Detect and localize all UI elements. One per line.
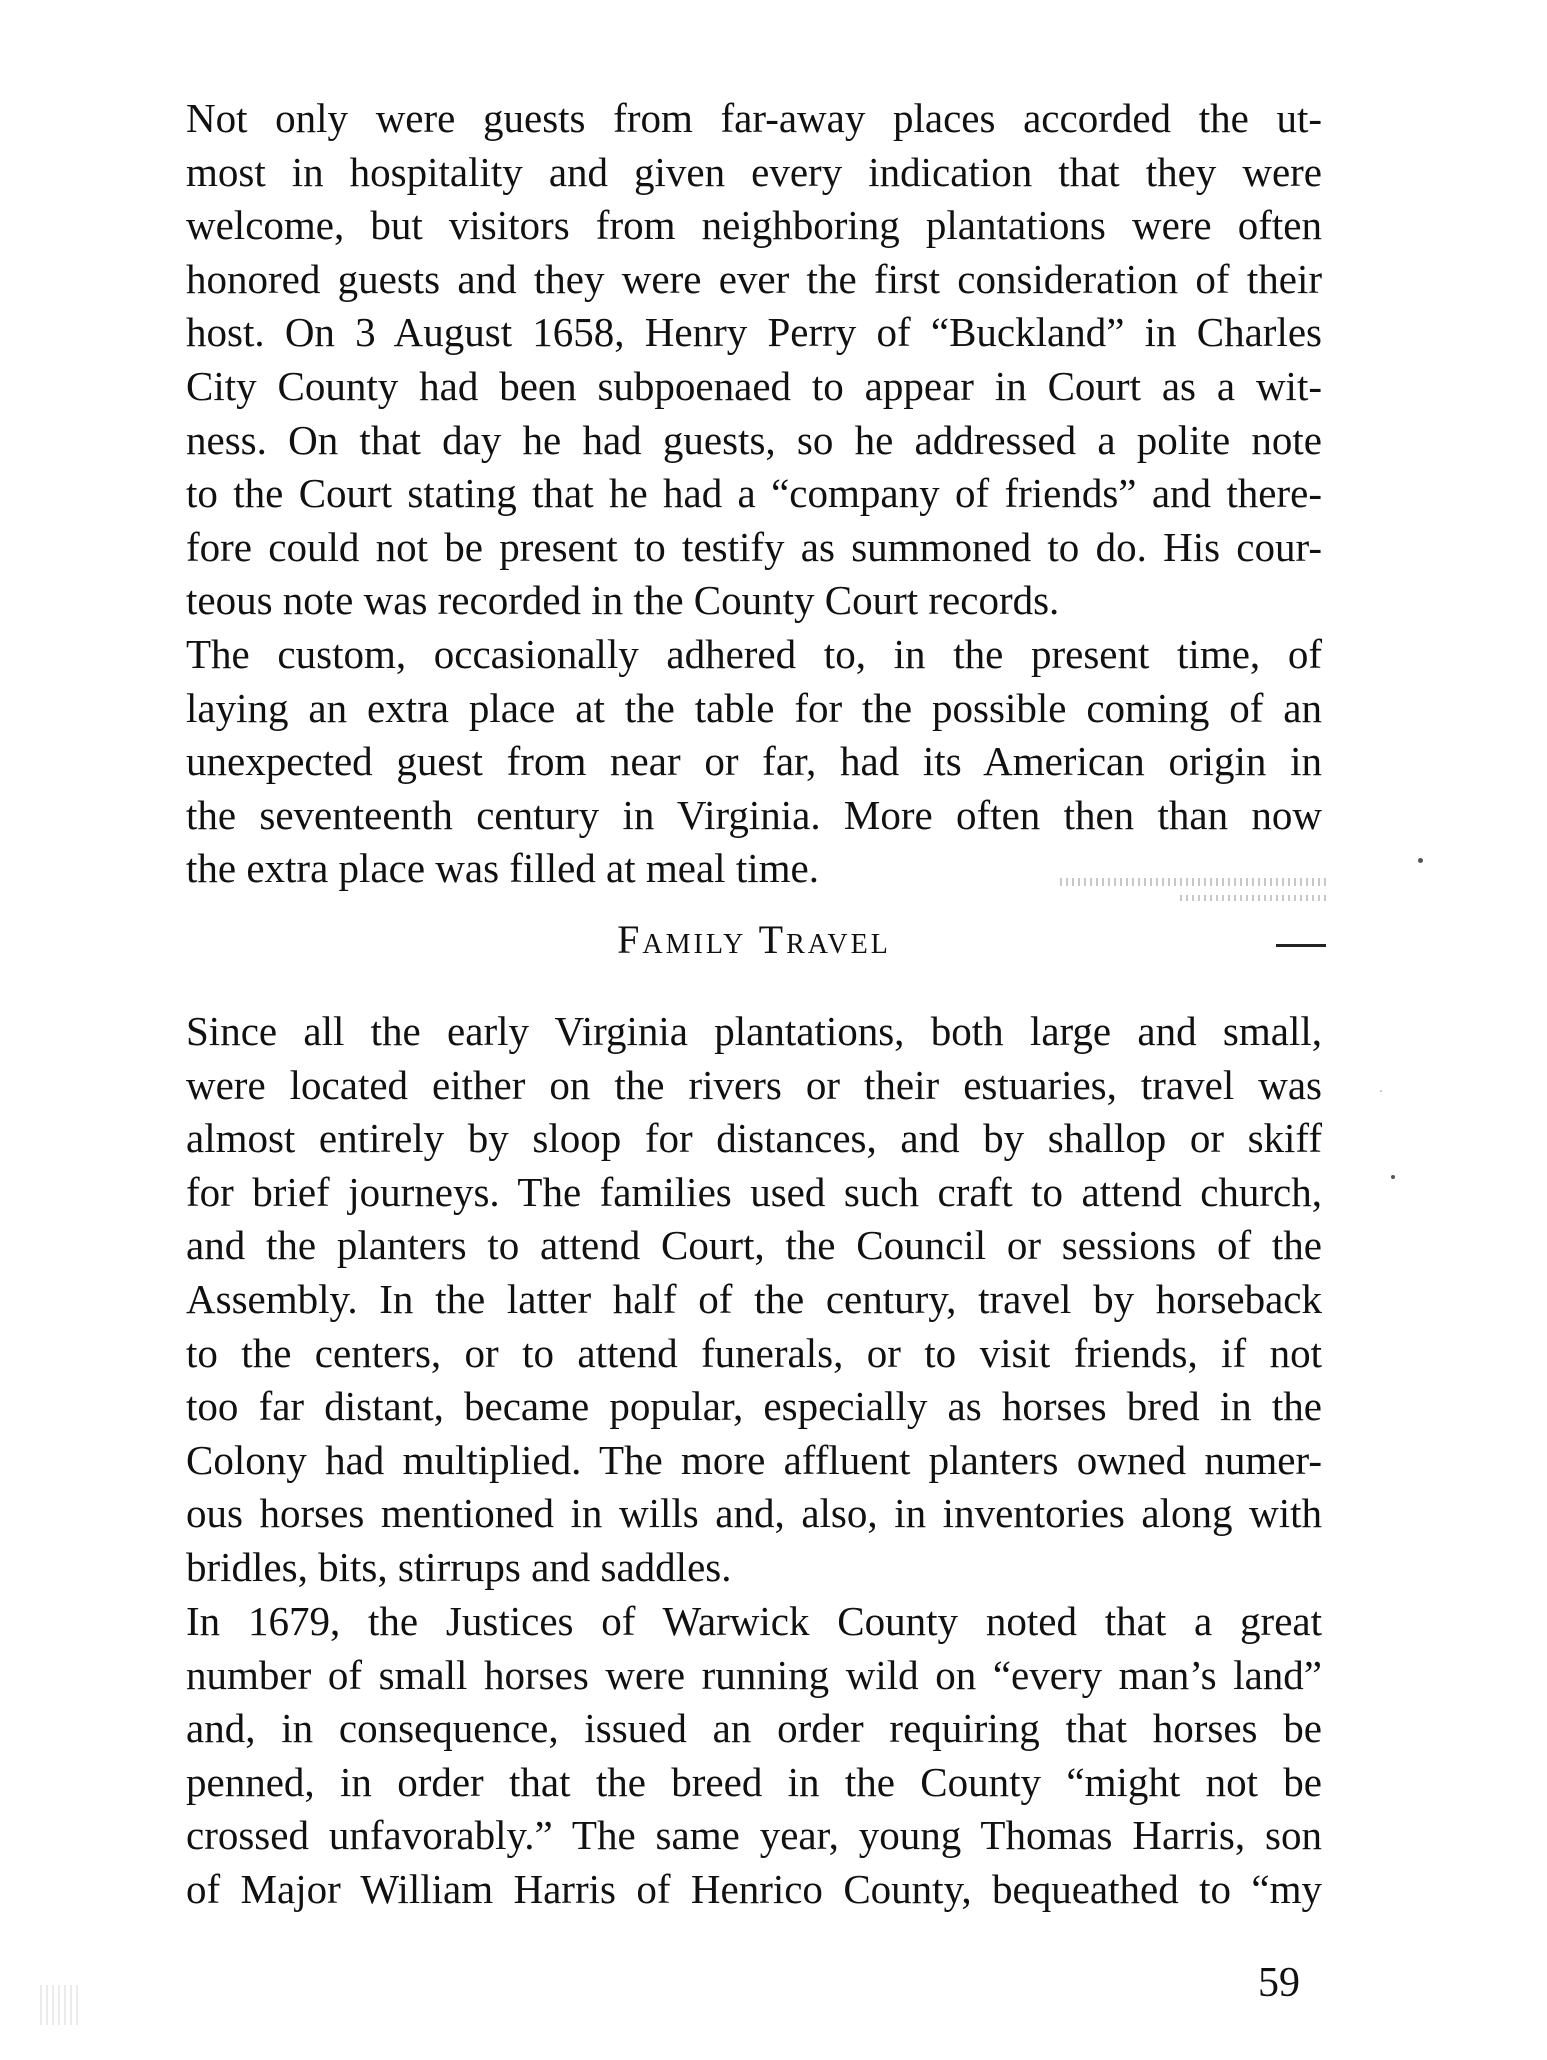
- text-line: number of small horses were running wild on “every man’s land”: [186, 1651, 1322, 1698]
- text-line: fore could not be present to testify as summoned to do. His cour-: [186, 523, 1322, 570]
- text-line: Since all the early Virginia plantations, both large and small,: [186, 1008, 1322, 1054]
- text-line: too far distant, became popular, especially as horses bred in the: [186, 1383, 1322, 1430]
- text-line: welcome, but visitors from neighboring plantations were often: [186, 202, 1322, 249]
- scan-speck: [1418, 858, 1423, 863]
- scan-mark: [1276, 944, 1326, 947]
- text-line: were located either on the rivers or their estuaries, travel was: [186, 1061, 1322, 1108]
- paragraph-warwick-horses: [186, 1595, 1322, 1917]
- text-line: of Major William Harris of Henrico County, bequeathed to “my: [186, 1865, 1322, 1912]
- text-line: Not only were guests from far-away places accorded the ut-: [186, 95, 1322, 141]
- text-line: Assembly. In the latter half of the century, travel by horseback: [186, 1275, 1322, 1322]
- text-line: most in hospitality and given every indication that they were: [186, 148, 1322, 195]
- text-line: and, in consequence, issued an order requiring that horses be: [186, 1705, 1322, 1752]
- text-line: host. On 3 August 1658, Henry Perry of “Buckland” in Charles: [186, 309, 1322, 356]
- text-line: laying an extra place at the table for the possible coming of an: [186, 684, 1322, 731]
- paragraph-family-travel: [186, 1005, 1322, 1595]
- text-line: bridles, bits, stirrups and saddles.: [186, 1543, 732, 1590]
- scan-smudge: [1180, 895, 1330, 901]
- scan-smudge: [1060, 878, 1330, 886]
- section-heading: Family Travel: [617, 917, 891, 962]
- text-line: and the planters to attend Court, the Council or sessions of the: [186, 1222, 1322, 1269]
- text-line: honored guests and they were ever the first consideration of their: [186, 255, 1322, 302]
- page-number: 59: [1258, 1960, 1300, 2006]
- text-line: the extra place was filled at meal time.: [186, 845, 819, 892]
- text-line: crossed unfavorably.” The same year, young Thomas Harris, son: [186, 1812, 1322, 1859]
- text-line: teous note was recorded in the County Court records.: [186, 577, 1060, 624]
- scan-smudge: [40, 1985, 80, 2025]
- text-line: unexpected guest from near or far, had its American origin in: [186, 738, 1322, 785]
- text-line: City County had been subpoenaed to appear in Court as a wit-: [186, 362, 1322, 409]
- text-line: The custom, occasionally adhered to, in the present time, of: [186, 631, 1322, 677]
- text-line: to the centers, or to attend funerals, or to visit friends, if not: [186, 1329, 1322, 1376]
- text-line: In 1679, the Justices of Warwick County noted that a great: [186, 1598, 1322, 1644]
- text-line: the seventeenth century in Virginia. More often then than now: [186, 791, 1322, 838]
- text-line: penned, in order that the breed in the County “might not be: [186, 1758, 1322, 1805]
- paragraph-extra-place: [186, 628, 1322, 896]
- text-line: for brief journeys. The families used such craft to attend church,: [186, 1168, 1322, 1215]
- text-line: Colony had multiplied. The more affluent planters owned numer-: [186, 1436, 1322, 1483]
- text-line: ness. On that day he had guests, so he addressed a polite note: [186, 416, 1322, 463]
- text-line: to the Court stating that he had a “company of friends” and there-: [186, 470, 1322, 517]
- text-line: almost entirely by sloop for distances, and by shallop or skiff: [186, 1115, 1322, 1162]
- scan-speck: [1380, 1090, 1382, 1092]
- scan-speck: [1391, 1175, 1395, 1179]
- text-line: ous horses mentioned in wills and, also, in inventories along with: [186, 1490, 1322, 1537]
- paragraph-hospitality: [186, 92, 1322, 628]
